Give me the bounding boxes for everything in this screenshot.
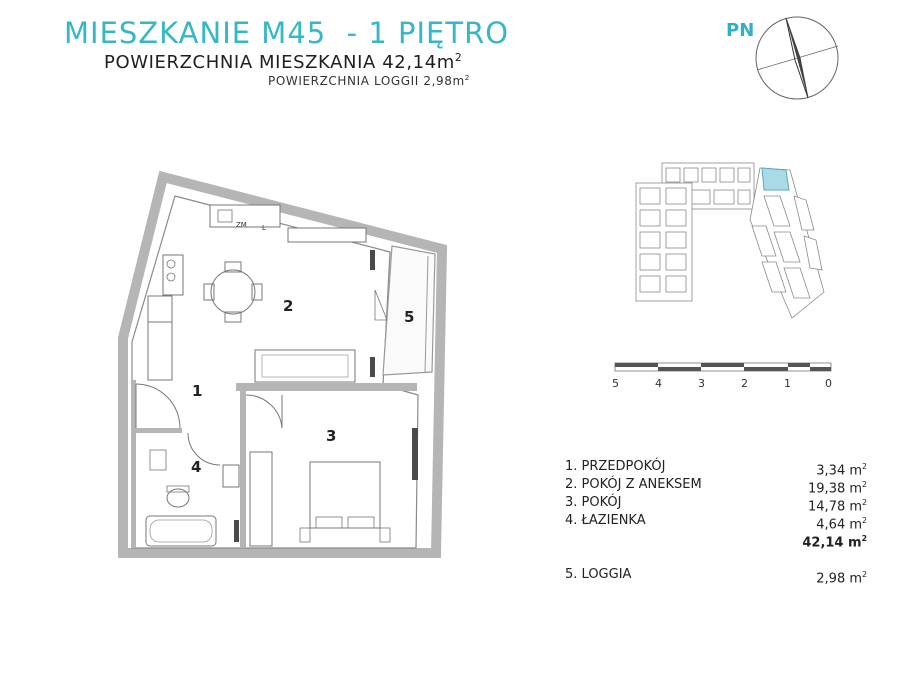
room-name: 4. ŁAZIENKA	[565, 513, 646, 528]
scale-tick-2: 2	[741, 377, 748, 390]
floor-plan	[123, 177, 442, 553]
apartment-area-text: POWIERZCHNIA MIESZKANIA 42,14m	[104, 52, 455, 73]
fixture-zm-label: ZM	[236, 221, 247, 229]
fixture-l-label: L	[262, 224, 266, 232]
room-area	[808, 476, 867, 497]
room-area	[808, 494, 867, 515]
room-number-2: 2	[283, 297, 294, 315]
page-title: MIESZKANIE M45 - 1 PIĘTRO	[64, 16, 510, 50]
loggia-name: 5. LOGGIA	[565, 567, 632, 582]
room-number-3: 3	[326, 427, 337, 445]
room-area-value: 3,34 m	[816, 463, 863, 479]
room-row	[565, 494, 867, 515]
room-name: 2. POKÓJ Z ANEKSEM	[565, 477, 702, 492]
loggia-area-text: POWIERZCHNIA LOGGII 2,98m	[268, 74, 465, 88]
room-row	[565, 458, 867, 479]
room-area-value: 14,78 m	[808, 499, 863, 515]
scale-tick-5: 5	[612, 377, 619, 390]
loggia-area-unit-exp: 2	[464, 73, 470, 82]
room-row	[565, 512, 867, 533]
room-number-1: 1	[192, 382, 203, 400]
compass-label: PN	[726, 20, 755, 41]
loggia-area-exp: 2	[862, 570, 867, 579]
room-area-value: 19,38 m	[808, 481, 863, 497]
loggia-area-value-wrap	[816, 566, 867, 587]
total-area-exp: 2	[861, 534, 867, 543]
room-area-exp: 2	[862, 498, 867, 507]
room-area-table	[565, 458, 867, 587]
room-number-5: 5	[404, 308, 415, 326]
row-spacer	[565, 548, 867, 566]
room-name: 3. POKÓJ	[565, 495, 622, 510]
compass-icon	[756, 17, 838, 99]
scale-tick-1: 1	[784, 377, 791, 390]
total-area-value: 42,14 m	[802, 535, 862, 551]
total-row	[565, 530, 867, 551]
scale-tick-0: 0	[825, 377, 832, 390]
room-name: 1. PRZEDPOKÓJ	[565, 459, 666, 474]
room-area-exp: 2	[862, 462, 867, 471]
building-key-plan	[636, 163, 824, 318]
apartment-area-unit-exp: 2	[454, 51, 463, 64]
room-area	[816, 458, 867, 479]
loggia-area-value: 2,98 m	[816, 571, 863, 587]
scale-tick-3: 3	[698, 377, 705, 390]
total-area	[802, 530, 867, 551]
room-area	[816, 512, 867, 533]
room-area-exp: 2	[862, 516, 867, 525]
scale-bar	[612, 363, 832, 390]
loggia-row	[565, 566, 867, 587]
scale-tick-4: 4	[655, 377, 662, 390]
room-area-exp: 2	[862, 480, 867, 489]
room-area-value: 4,64 m	[816, 517, 863, 533]
room-row	[565, 476, 867, 497]
room-number-4: 4	[191, 458, 202, 476]
